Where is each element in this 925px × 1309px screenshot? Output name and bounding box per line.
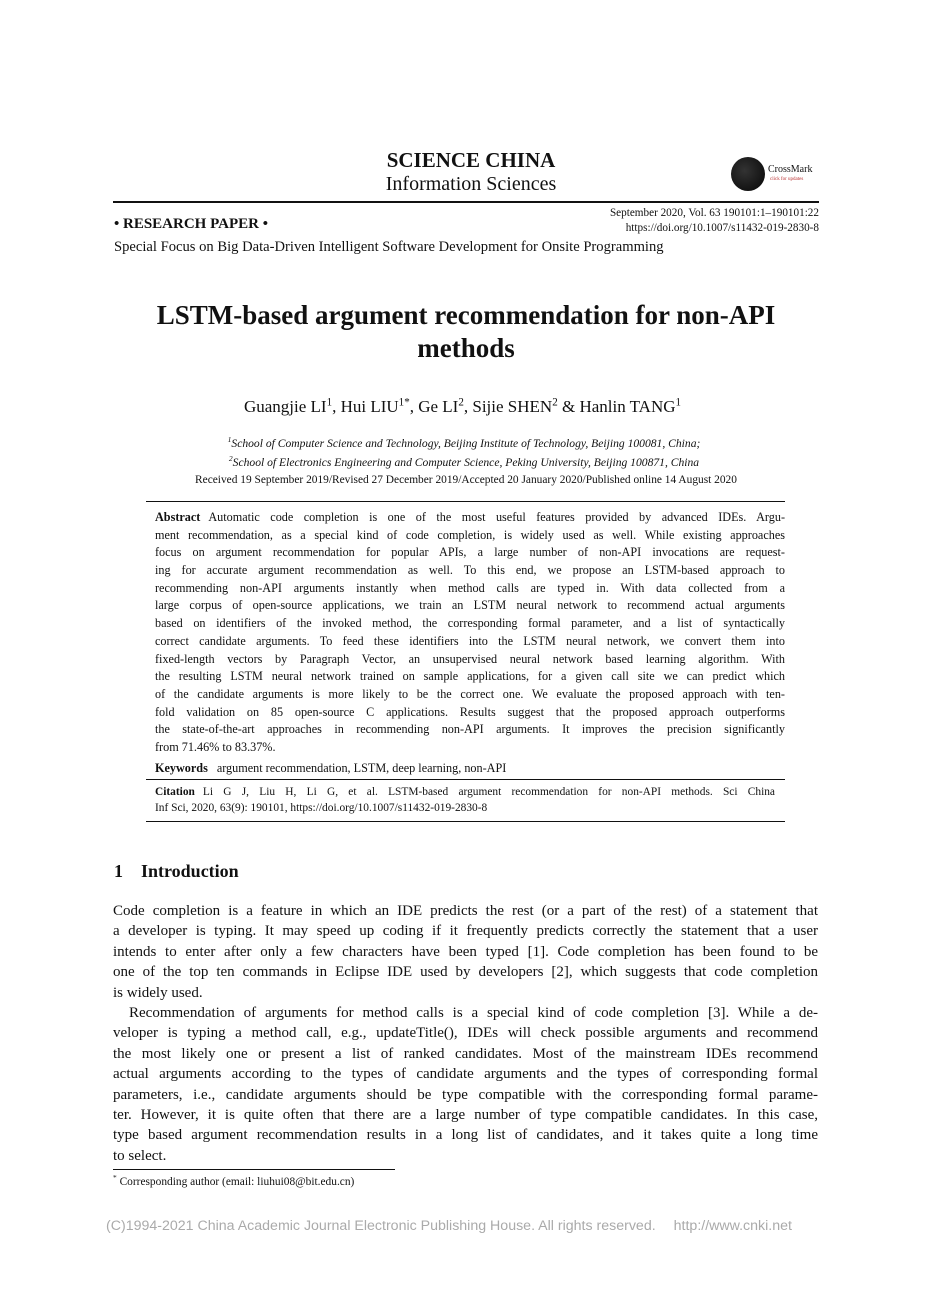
body-line: one of the top ten commands in Eclipse IDE used by developers [2], which suggests that code completion — [113, 964, 818, 981]
body-line: to select. — [113, 1147, 167, 1164]
abstract: Abstract Automatic code completion is one of the most useful features provided by advanced IDEs. Argu- ment recommendation, as a special kind of code completion, is widely used as well. While existing approaches focus on argument recommendation for popular APIs, a large number of non-API invocations are request- ing for accurate argument recommendation as well. To this end, we propose an LSTM-based approach to recommending non-API arguments instantly when method calls are typed in. With data collected from a large corpus of open-source applications, we train an LSTM neural network to recommend actual arguments based on identifiers of the invoked method, the corresponding formal parameter, and a list of syntactically correct candidate arguments. To feed these identifiers into the LSTM neural network, we convert them into fixed-length vectors by Paragraph Vector, an unsupervised neural network based learning algorithm. With the resulting LSTM neural network trained on sample applications, for a given call site we can predict which of the candidate arguments is more likely to be the correct one. We evaluate the proposed approach with ten- fold validation on 85 open-source C applications. Results suggest that the proposed approach outperforms the state-of-the-art approaches in recommending non-API arguments. It improves the precision significantly from 71.46% to 83.37%. Keywords argument recommendation, LSTM, deep learning, non-API — [148, 509, 792, 777]
abstract-line: the resulting LSTM neural network trained on sample applications, for a given call site we can predict which — [155, 669, 785, 684]
body-line: actual arguments according to the types of candidate arguments and the types of corresponding formal — [113, 1066, 818, 1083]
abstract-label: Abstract — [155, 510, 201, 524]
abstract-line: focus on argument recommendation for popular APIs, a large number of non-API invocations are request- — [155, 545, 785, 560]
footnote-rule — [113, 1169, 395, 1170]
citation-line: Inf Sci, 2020, 63(9): 190101, https://doi.org/10.1007/s11432-019-2830-8 — [155, 802, 488, 814]
body-line: is widely used. — [113, 984, 203, 1001]
issue-info: September 2020, Vol. 63 190101:1–190101:22 — [609, 207, 819, 219]
crossmark-icon — [731, 157, 765, 191]
affiliations — [0, 432, 925, 470]
body-text — [113, 901, 818, 1166]
body-line: ter. However, it is quite often that there are a large number of type compatible candidates. In this case, — [113, 1106, 818, 1123]
abstract-line: ing for accurate argument recommendation as well. To this end, we propose an LSTM-based approach to — [155, 563, 785, 578]
abstract-line: the state-of-the-art approaches in recommending non-API arguments. It improves the precision significantly — [155, 722, 785, 737]
body-line: parameters, i.e., candidate arguments should be type compatible with the corresponding formal parame- — [113, 1086, 818, 1103]
paper-title — [0, 299, 925, 365]
author: , Sijie SHEN$^2$ — [463, 396, 558, 416]
keywords: Keywords argument recommendation, LSTM, deep learning, non-API — [155, 760, 507, 775]
cnki-link[interactable]: http://www.cnki.net — [673, 1218, 792, 1234]
body-line: veloper is typing a method call, e.g., updateTitle(), IDEs will check possible arguments and recommend — [113, 1025, 818, 1042]
crossmark-sub: click for updates — [770, 177, 804, 182]
special-focus: Special Focus on Big Data-Driven Intelligent Software Development for Onsite Programming — [114, 239, 664, 255]
body-line: Recommendation of arguments for method calls is a special kind of code completion [3]. While a de- — [129, 1004, 818, 1021]
author: , Hui $LIU^{1*}$ — [332, 396, 410, 416]
abstract-top-rule — [146, 501, 785, 502]
journal-subtitle: Information Sciences — [385, 173, 557, 195]
abstract-line: correct candidate arguments. To feed these identifiers into the LSTM neural network, we convert them into — [155, 633, 785, 648]
affiliation: $^1$School of Computer Science and Technology, Beijing Institute of Technology, Beijing 100081, China; — [227, 435, 701, 450]
crossmark-logo[interactable] — [731, 157, 821, 191]
journal-name: SCIENCE CHINA — [386, 148, 556, 172]
author: & Hanlin TANG$^1$ — [557, 396, 682, 416]
crossmark-label: CrossMark — [768, 164, 813, 175]
header-rule — [113, 201, 819, 203]
dates: Received 19 September 2019/Revised 27 December 2019/Accepted 20 January 2020/Published online 14 August 2020 — [195, 474, 737, 486]
body-line: intends to enter after only a few characters have been typed [1]. Code completion has been found to be — [113, 943, 818, 960]
keywords-rule — [146, 779, 785, 780]
body-line: the most likely one or present a list of ranked candidates. Most of the mainstream IDEs recommend — [113, 1045, 818, 1062]
citation-label: Citation — [155, 786, 195, 798]
keywords-label: Keywords — [155, 760, 208, 775]
abstract-line: of the candidate arguments is more likely to be the correct one. We evaluate the proposed approach with ten- — [155, 686, 785, 701]
abstract-line: recommending non-API arguments instantly when method calls are typed in. With data collected from a — [155, 580, 785, 595]
footnote: * Corresponding author (email: liuhui08@bit.edu.cn) — [113, 1173, 355, 1188]
abstract-line: ment recommendation, as a special kind of code completion, is widely used as well. While existing approaches — [155, 527, 785, 542]
abstract-line: fixed-length vectors by Paragraph Vector, an unsupervised neural network based learning algorithm. With — [155, 651, 785, 666]
abstract-line: based on identifiers of the invoked method, the corresponding formal parameter, and a list of syntactically — [155, 616, 785, 631]
doi: https://doi.org/10.1007/s11432-019-2830-8 — [625, 222, 819, 234]
copyright-notice: (C)1994-2021 China Academic Journal Electronic Publishing House. All rights reserved. http://www.cnki.net — [106, 1218, 792, 1234]
section-heading: 1 Introduction — [114, 861, 239, 881]
body-line: a developer is typing. It may speed up coding if it frequently predicts correctly the statement that a user — [113, 923, 818, 940]
abstract-line: from 71.46% to 83.37%. — [155, 739, 276, 754]
author: Guangjie $LI^1$ — [243, 396, 333, 416]
author-list — [0, 396, 925, 417]
citation: Citation Li G J, Liu H, Li G, et al. LSTM-based argument recommendation for non-API methods. Sci China Inf Sci, 2020, 63(9): 190101, https://doi.org/10.1007/s11432-019-2830-8 — [155, 786, 775, 814]
abstract-line: fold validation on 85 open-source C applications. Results suggest that the proposed approach outperforms — [155, 704, 785, 719]
citation-rule — [146, 821, 785, 822]
paper-type: • RESEARCH PAPER • — [114, 216, 268, 232]
title-line: methods — [417, 333, 515, 363]
affiliation: $^2$School of Electronics Engineering and Computer Science, Peking University, Beijing 100871, China — [228, 453, 700, 469]
body-line: Code completion is a feature in which an IDE predicts the rest (or a part of the rest) of a statement that — [113, 903, 818, 919]
body-line: type based argument recommendation results in a long list of candidates, and it takes quite a long time — [113, 1127, 818, 1144]
abstract-line: large corpus of open-source applications, we train an LSTM neural network to recommend actual arguments — [155, 598, 785, 613]
title-line: LSTM-based argument recommendation for non-API — [156, 300, 776, 330]
author: , Ge $LI^2$ — [409, 396, 464, 416]
